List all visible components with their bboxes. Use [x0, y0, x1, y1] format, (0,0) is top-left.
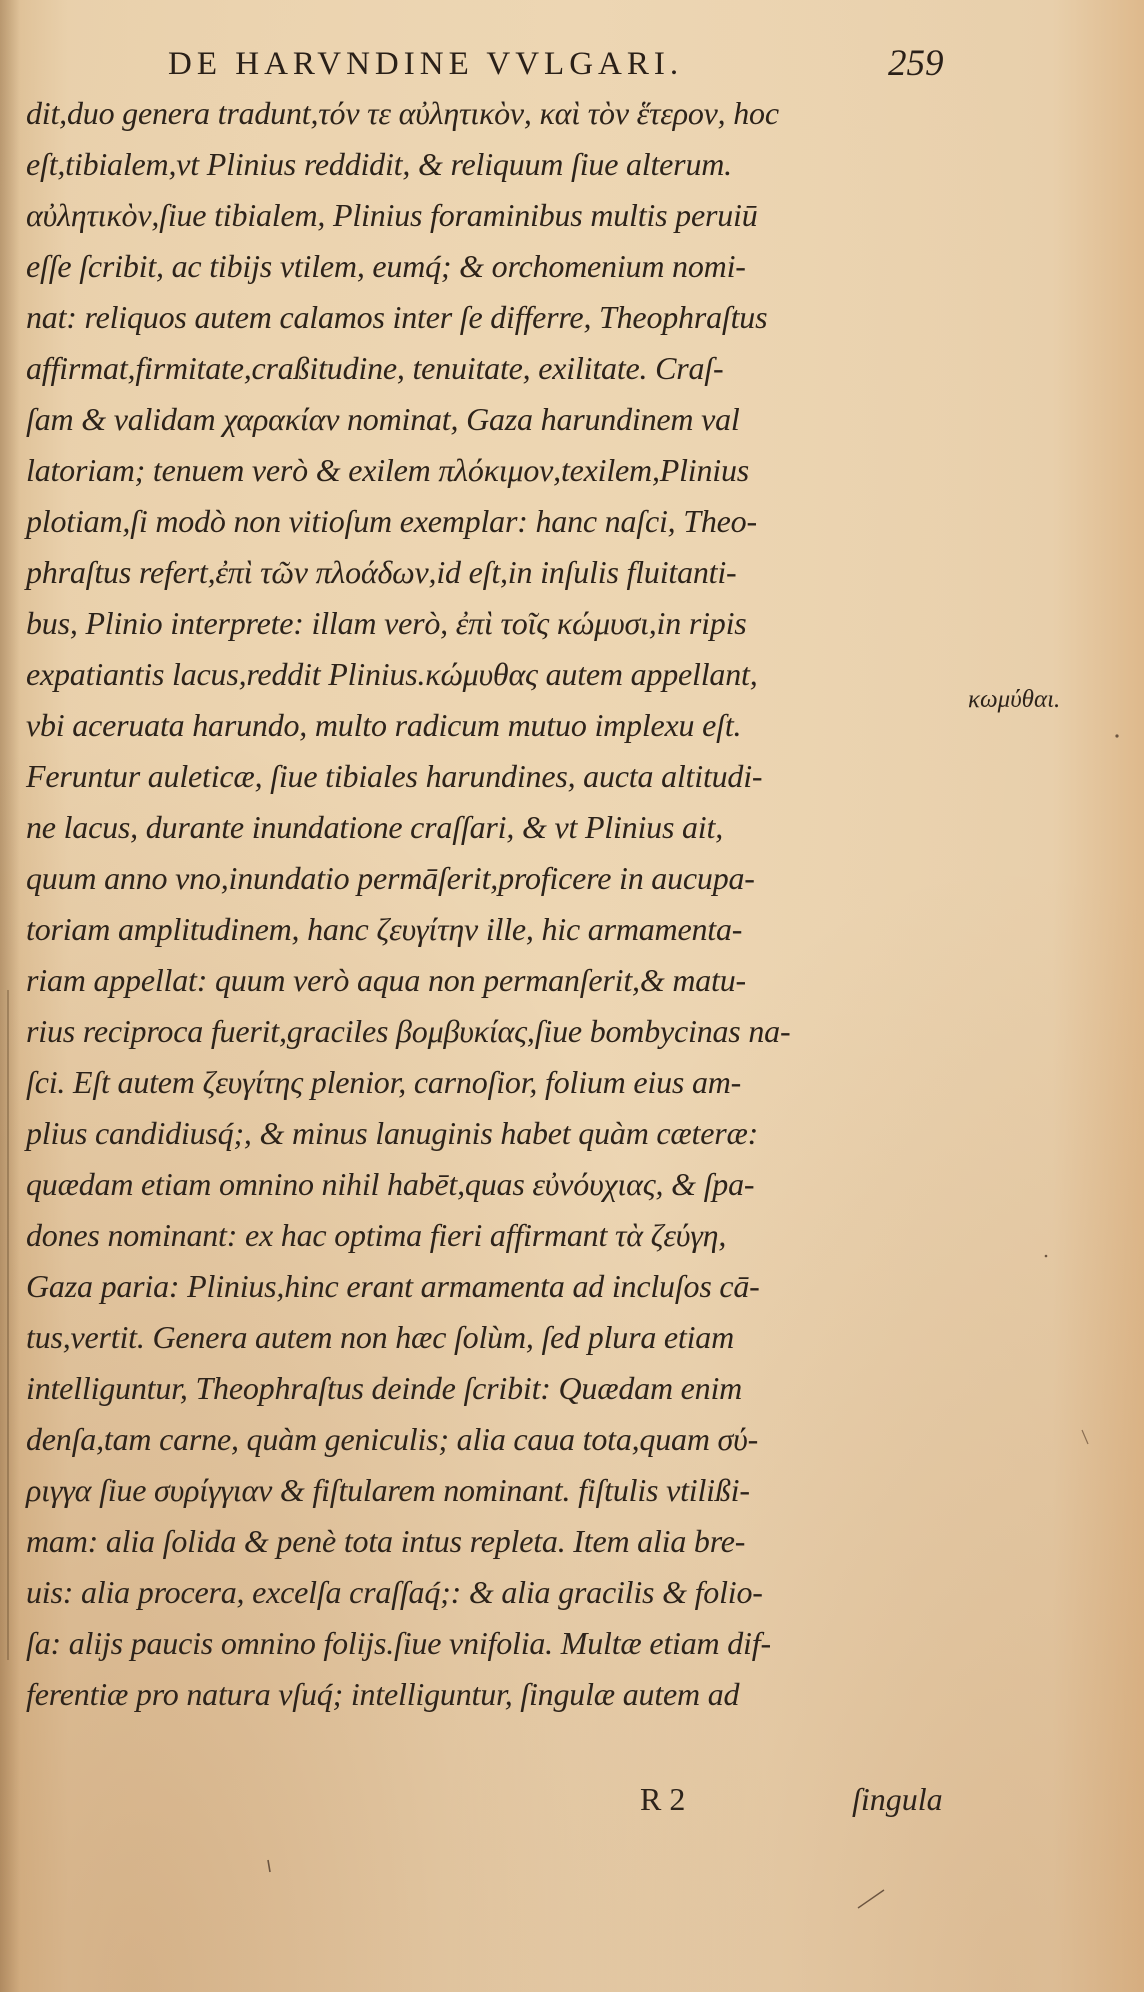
text-line: phraſtus refert,ἐπὶ τῶν πλοάδων,id eſt,in inſulis fluitanti-: [26, 554, 737, 590]
signature-mark: R 2: [640, 1781, 686, 1817]
text-line: expatiantis lacus,reddit Plinius.κώμυθας autem appellant,: [26, 656, 758, 692]
text-line: Feruntur auleticæ, ſiue tibiales harundines, aucta altitudi-: [26, 758, 763, 794]
text-line: intelliguntur, Theophraſtus deinde ſcribit: Quædam enim: [26, 1370, 743, 1406]
text-line: eſt,tibialem,vt Plinius reddidit, & reliquum ſiue alterum.: [26, 146, 732, 182]
body-text: [26, 88, 986, 1720]
text-line: toriam amplitudinem, hanc ζευγίτην ille, hic armamenta-: [26, 911, 743, 947]
binding-shadow: [0, 0, 20, 1992]
text-line: ne lacus, durante inundatione craſſari, & vt Plinius ait,: [26, 809, 723, 845]
text-line: plotiam,ſi modò non vitioſum exemplar: hanc naſci, Theo-: [26, 503, 757, 539]
text-line: affirmat,firmitate,craßitudine, tenuitate, exilitate. Craſ-: [26, 350, 724, 386]
text-line: eſſe ſcribit, ac tibijs vtilem, eumq́; & orchomenium nomi-: [26, 248, 746, 284]
text-line: uis: alia procera, excelſa craſſaq́;: & alia gracilis & folio-: [26, 1574, 763, 1610]
text-line: denſa,tam carne, quàm geniculis; alia caua tota,quam σύ-: [26, 1421, 759, 1457]
page-header: [0, 42, 1144, 86]
text-line: mam: alia ſolida & penè tota intus repleta. Item alia bre-: [26, 1523, 746, 1559]
text-line: ſci. Eſt autem ζευγίτης plenior, carnoſior, folium eius am-: [26, 1064, 742, 1100]
speck: [1115, 734, 1118, 737]
speck: [268, 1860, 270, 1872]
text-line: ſa: alijs paucis omnino folijs.ſiue vnifolia. Multæ etiam dif-: [26, 1625, 771, 1661]
text-line: dones nominant: ex hac optima fieri affirmant τὰ ζεύγη,: [26, 1217, 727, 1253]
text-line: Gaza paria: Plinius,hinc erant armamenta ad incluſos cā-: [26, 1268, 760, 1304]
text-line: latoriam; tenuem verò & exilem πλόκιμον,texilem,Plinius: [26, 452, 750, 488]
text-line: αὐλητικὸν,ſiue tibialem, Plinius foraminibus multis peruiū: [26, 197, 758, 233]
speck: [858, 1890, 884, 1908]
running-head: DE HARVNDINE VVLGARI.: [168, 46, 684, 82]
text-line: nat: reliquos autem calamos inter ſe differre, Theophraſtus: [26, 299, 768, 335]
text-line: vbi aceruata harundo, multo radicum mutuo implexu eſt.: [26, 707, 742, 743]
page-number: 259: [888, 43, 944, 84]
text-line: riam appellat: quum verò aqua non permanſerit,& matu-: [26, 962, 746, 998]
text-line: quum anno vno,inundatio permāſerit,proficere in aucupa-: [26, 860, 755, 896]
text-line: tus,vertit. Genera autem non hæc ſolùm, ſed plura etiam: [26, 1319, 735, 1355]
text-line: bus, Plinio interprete: illam verò, ἐπὶ τοῖς κώμυσι,in ripis: [26, 605, 747, 641]
text-line: ferentiæ pro natura vſuq́; intelliguntur, ſingulæ autem ad: [26, 1676, 740, 1712]
text-line: ſam & validam χαρακίαν nominat, Gaza harundinem val: [26, 401, 740, 437]
margin-note: κωμύθαι.: [968, 686, 1061, 713]
text-line: dit,duo genera tradunt,τόν τε αὐλητικὸν, καὶ τὸν ἕτερον, hoc: [26, 95, 779, 131]
text-line: rius reciproca fuerit,graciles βομβυκίας,ſiue bombycinas na-: [26, 1013, 791, 1049]
speck: [1045, 1255, 1048, 1258]
text-line: quædam etiam omnino nihil habēt,quas εὐνόυχιας, & ſpa-: [26, 1166, 755, 1202]
page-footer: [0, 1774, 1144, 1824]
text-line: ριγγα ſiue συρίγγιαν & fiſtularem nominant. fiſtulis vtilißi-: [26, 1472, 750, 1508]
text-line: plius candidiusq́;, & minus lanuginis habet quàm cæteræ:: [26, 1115, 759, 1151]
catchword: ſingula: [852, 1781, 943, 1817]
speck: [1082, 1430, 1088, 1444]
